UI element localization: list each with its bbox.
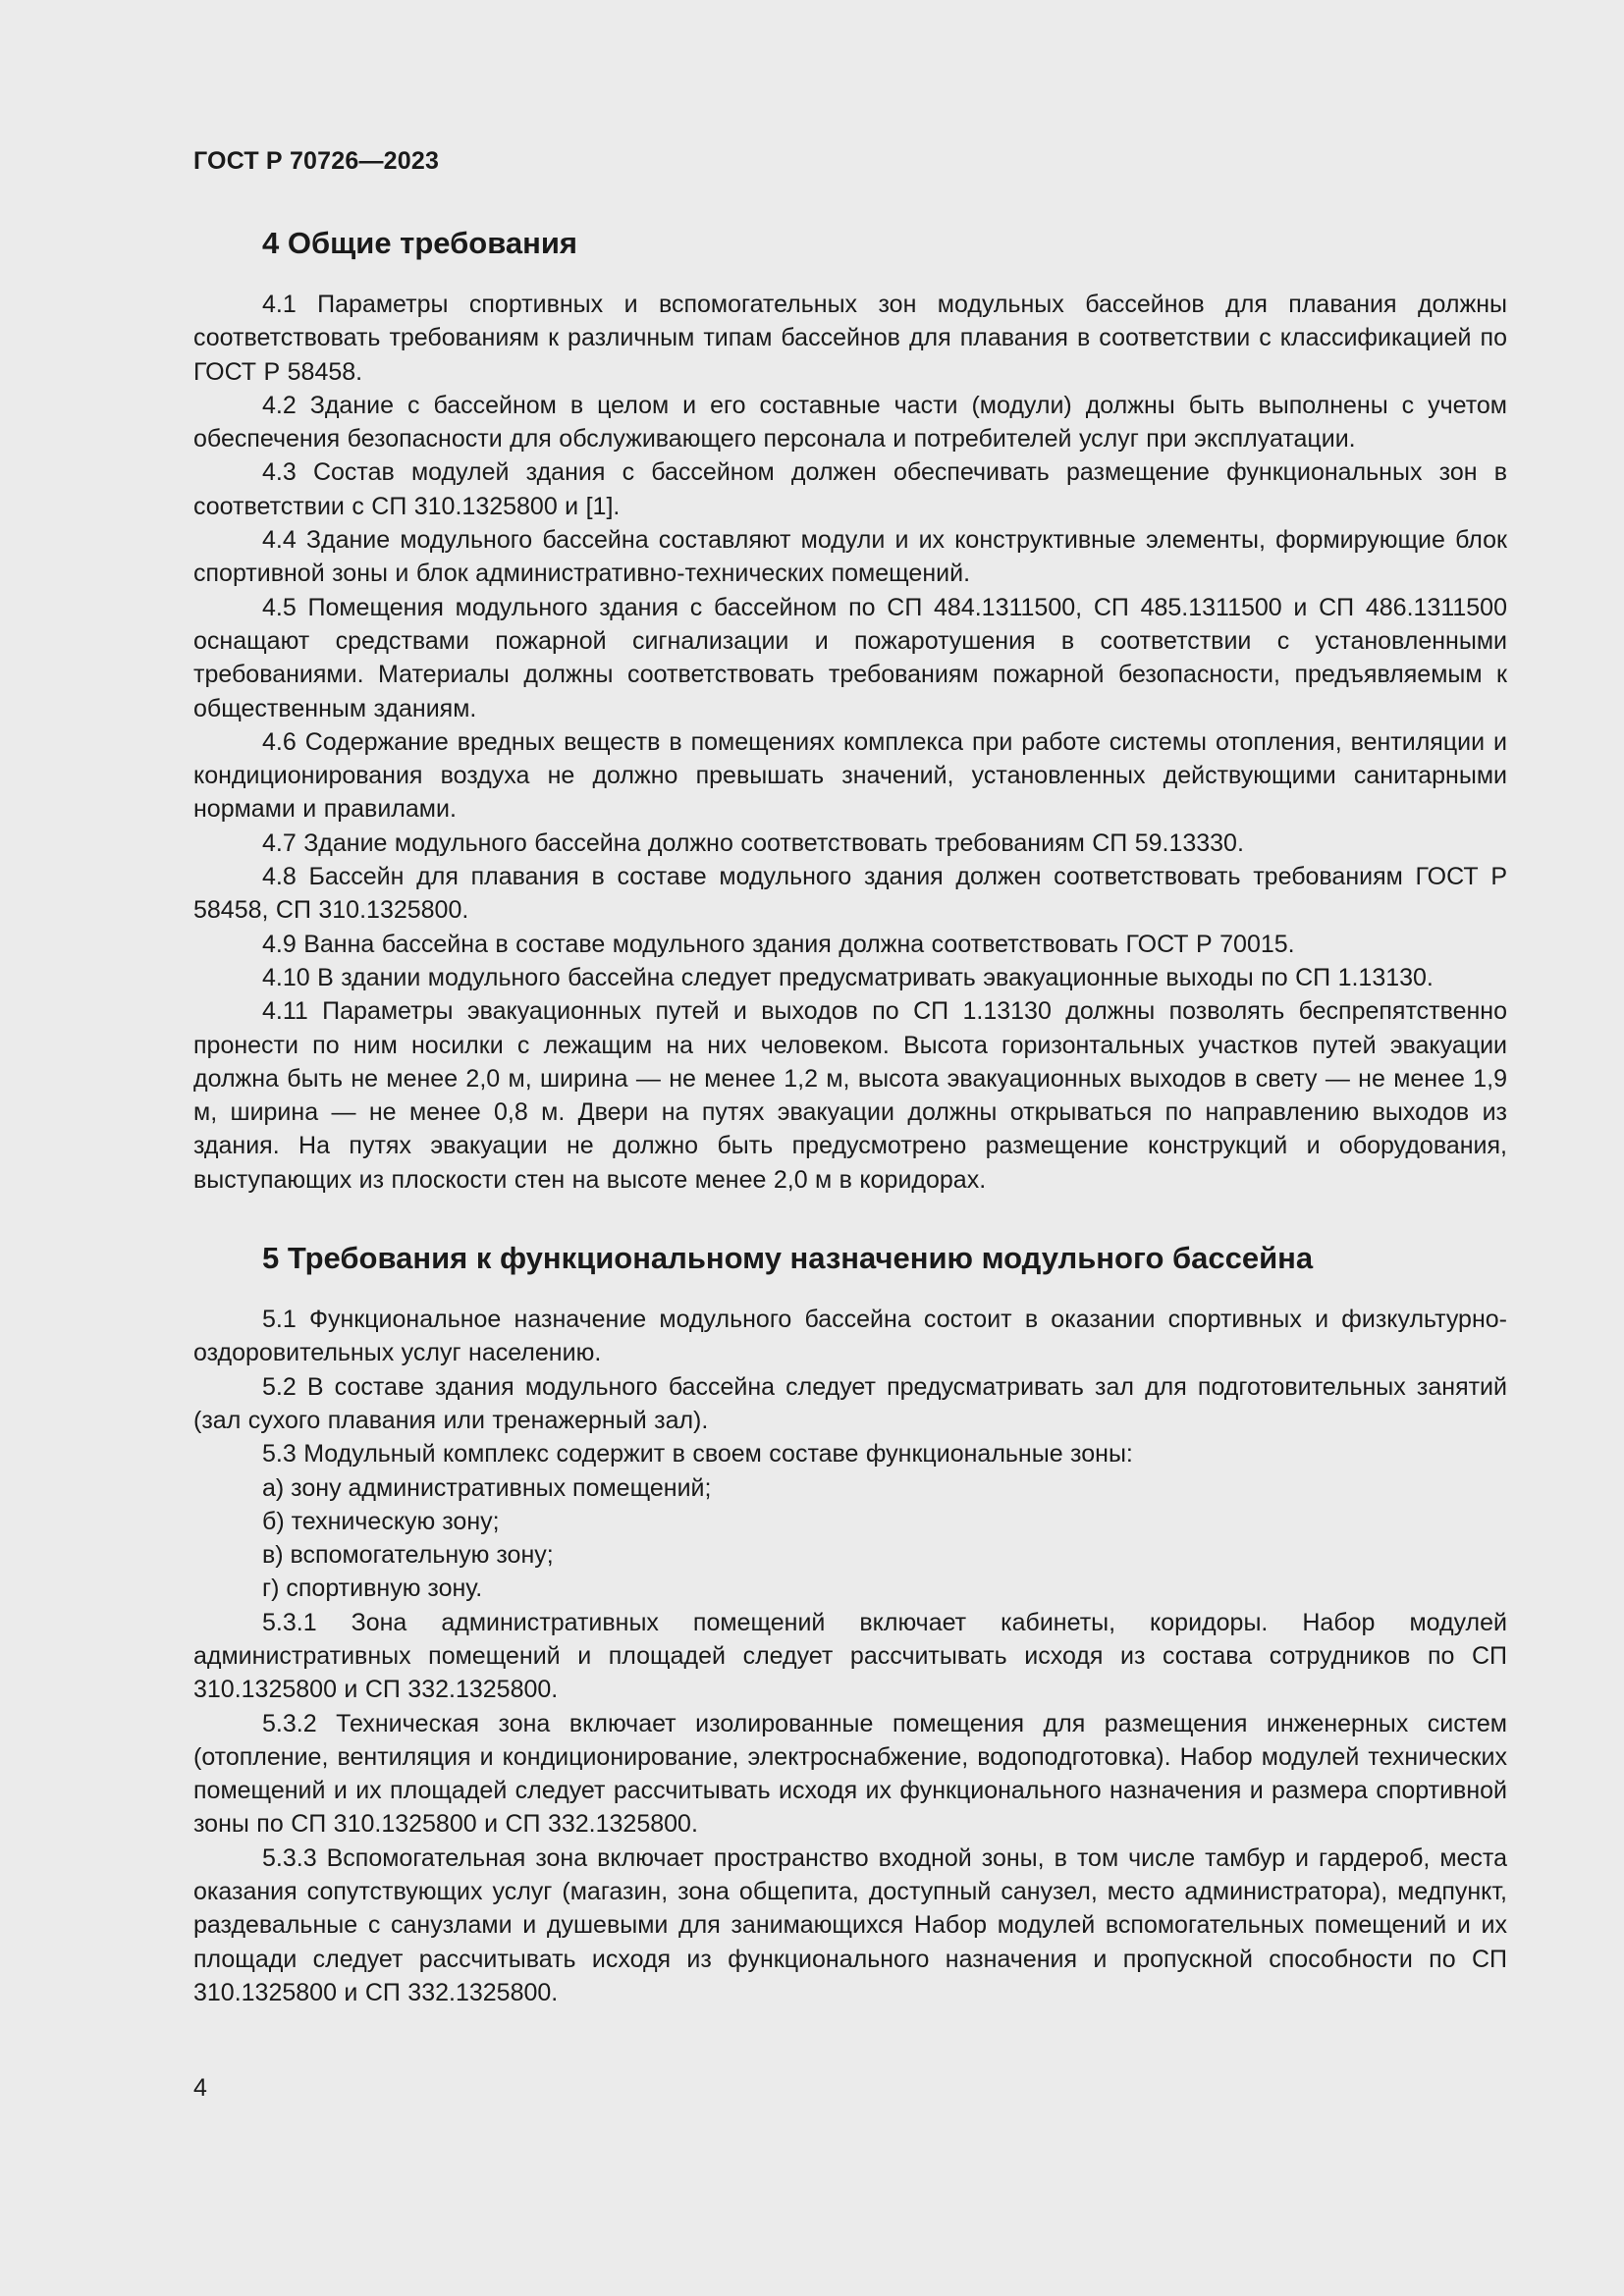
clause-4-1: 4.1 Параметры спортивных и вспомогательных зон модульных бассейнов для плавания должны соответствовать требованиям к различным типам бассейнов для плавания в соответствии с классификацией по ГОСТ Р 58458.: [193, 291, 1507, 386]
document-body: [193, 221, 1507, 2009]
clause-4-2: 4.2 Здание с бассейном в целом и его составные части (модули) должны быть выполнены с учетом обеспечения безопасности для обслуживающего персонала и потребителей услуг при эксплуатации.: [193, 391, 1507, 454]
clause-5-3: 5.3 Модульный комплекс содержит в своем составе функциональные зоны:: [262, 1440, 1133, 1468]
section-4-heading: 4 Общие требования: [262, 226, 577, 260]
list-item: б) техническую зону;: [262, 1507, 500, 1535]
clause-5-1: 5.1 Функциональное назначение модульного бассейна состоит в оказании спортивных и физкультурно-оздоровительных услуг населению.: [193, 1306, 1507, 1367]
document-code-header: ГОСТ Р 70726—2023: [193, 147, 440, 175]
clause-5-3-1: 5.3.1 Зона административных помещений включает кабинеты, коридоры. Набор модулей административных помещений и площадей следует рассчитывать исходя из состава сотрудников по СП 310.1325800 и СП 332.1325800.: [193, 1608, 1507, 1704]
clause-5-2: 5.2 В составе здания модульного бассейна следует предусматривать зал для подготовительных занятий (зал сухого плавания или тренажерный зал).: [193, 1372, 1507, 1434]
list-item: а) зону административных помещений;: [262, 1473, 712, 1502]
clause-4-11: 4.11 Параметры эвакуационных путей и выходов по СП 1.13130 должны позволять беспрепятственно пронести по ним носилки с лежащим на них человеком. Высота горизонтальных участков путей эвакуации должна быть не менее 2,0 м, ширина — не менее 1,2 м, высота эвакуационных выходов в свету — не менее 1,9 м, ширина — не менее 0,8 м. Двери на путях эвакуации должны открываться по направлению выходов из здания. На путях эвакуации не должно быть предусмотрено размещение конструкций и оборудования, выступающих из плоскости стен на высоте менее 2,0 м в коридорах.: [193, 997, 1507, 1194]
clause-4-10: 4.10 В здании модульного бассейна следует предусматривать эвакуационные выходы по СП 1.13130.: [262, 963, 1434, 991]
clause-4-6: 4.6 Содержание вредных веществ в помещениях комплекса при работе системы отопления, вентиляции и кондиционирования воздуха не должно превышать значений, установленных действующими санитарными нормами и правилами.: [193, 727, 1507, 824]
section-4: [193, 221, 1507, 1197]
clause-4-5: 4.5 Помещения модульного здания с бассейном по СП 484.1311500, СП 485.1311500 и СП 486.1311500 оснащают средствами пожарной сигнализации и пожаротушения в соответствии с установленными требованиями. Материалы должны соответствовать требованиям пожарной безопасности, предъявляемым к общественным зданиям.: [193, 593, 1507, 722]
clause-4-3: 4.3 Состав модулей здания с бассейном должен обеспечивать размещение функциональных зон в соответствии с СП 310.1325800 и [1].: [193, 458, 1507, 520]
list-item: г) спортивную зону.: [262, 1575, 483, 1603]
clause-5-3-2: 5.3.2 Техническая зона включает изолированные помещения для размещения инженерных систем (отопление, вентиляция и кондиционирование, электроснабжение, водоподготовка). Набор модулей технических помещений и их площадей следует рассчитывать исходя их функционального назначения и размера спортивной зоны по СП 310.1325800 и СП 332.1325800.: [193, 1709, 1507, 1839]
page-number: 4: [193, 2074, 207, 2102]
clause-4-7: 4.7 Здание модульного бассейна должно соответствовать требованиям СП 59.13330.: [262, 828, 1244, 857]
list-item: в) вспомогательную зону;: [262, 1541, 554, 1570]
section-5-heading: 5 Требования к функциональному назначению модульного бассейна: [262, 1241, 1314, 1276]
clause-4-8: 4.8 Бассейн для плавания в составе модульного здания должен соответствовать требованиям ГОСТ Р 58458, СП 310.1325800.: [193, 863, 1507, 925]
clause-5-3-3: 5.3.3 Вспомогательная зона включает пространство входной зоны, в том числе тамбур и гардероб, места оказания сопутствующих услуг (магазин, зона общепита, доступный санузел, место администратора), медпункт, раздевальные с санузлами и душевыми для занимающихся Набор модулей вспомогательных помещений и их площади следует рассчитывать исходя из функционального назначения и пропускной способности по СП 310.1325800 и СП 332.1325800.: [193, 1843, 1507, 2006]
clause-4-9: 4.9 Ванна бассейна в составе модульного здания должна соответствовать ГОСТ Р 70015.: [262, 930, 1295, 958]
section-5: [193, 1236, 1507, 2009]
clause-4-4: 4.4 Здание модульного бассейна составляют модули и их конструктивные элементы, формирующие блок спортивной зоны и блок административно-технических помещений.: [193, 526, 1507, 588]
section-spacer: [193, 1197, 1507, 1236]
